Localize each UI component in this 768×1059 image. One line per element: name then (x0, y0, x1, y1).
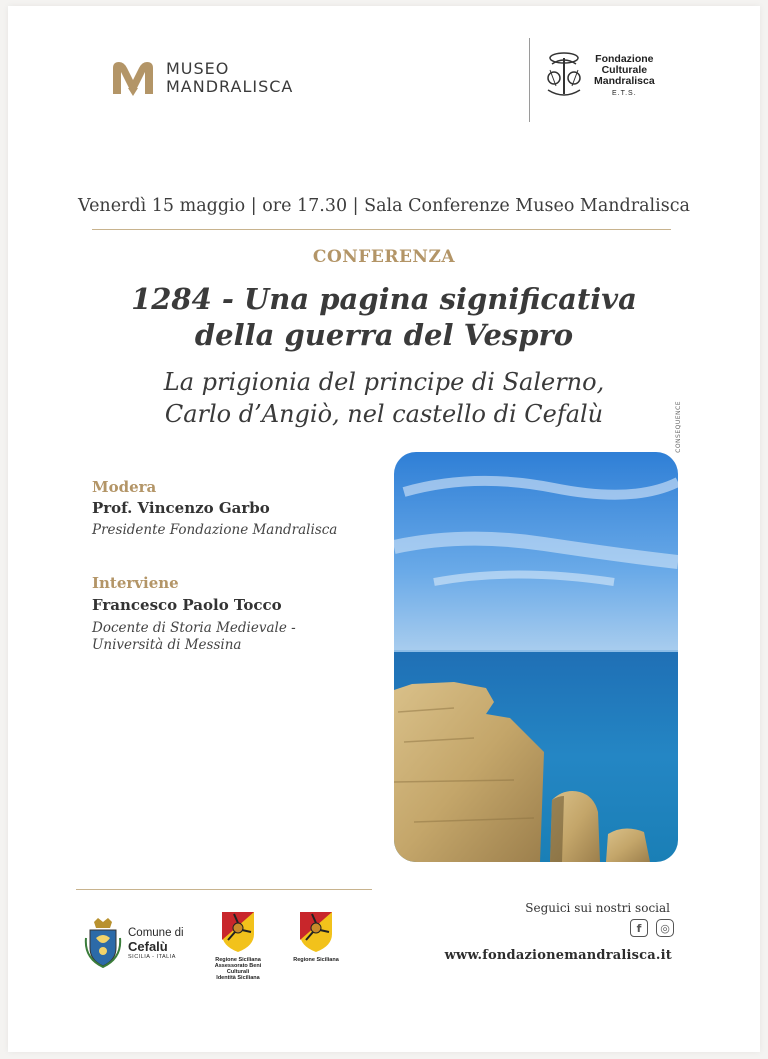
museo-mandralisca-logo (110, 58, 293, 98)
event-title-line1: 1284 - Una pagina significativa (131, 282, 637, 316)
region1-line2: Assessorato Beni Culturali (214, 963, 262, 975)
event-dateline: Venerdì 15 maggio | ore 17.30 | Sala Conferenze Museo Mandralisca (78, 196, 690, 216)
region1-line1: Regione Siciliana (215, 957, 261, 963)
speaker-name: Francesco Paolo Tocco (92, 596, 282, 614)
poster (8, 6, 760, 1052)
gold-divider (92, 229, 671, 230)
speaker-description (92, 620, 382, 654)
speaker-description-line1: Docente di Storia Medievale - (92, 620, 296, 636)
castle-sea-illustration (394, 452, 678, 862)
museo-m-logo-icon (110, 58, 156, 98)
fondazione-logo (542, 50, 655, 102)
instagram-icon[interactable]: ◎ (656, 919, 674, 937)
comune-line1: Comune di (128, 926, 184, 939)
museo-name-line1: MUSEO (166, 59, 230, 78)
trinacria-icon (296, 910, 336, 954)
castle-sea-photo (394, 452, 678, 862)
regione-siciliana-logo (284, 910, 348, 963)
comune-cefalu-logo (84, 918, 184, 968)
cefalu-coat-of-arms-icon (84, 918, 122, 968)
comune-line3: SICILIA - ITALIA (128, 953, 176, 960)
region2-line1: Regione Siciliana (293, 957, 339, 963)
comune-line2: Cefalù (128, 938, 168, 954)
footer-divider (76, 889, 372, 890)
moderator-role: Modera (92, 478, 157, 496)
fondazione-line3: Mandralisca (594, 74, 655, 87)
regione-beni-culturali-logo (204, 910, 272, 981)
social-icons (630, 919, 674, 937)
speaker-role: Interviene (92, 574, 179, 592)
comune-cefalu-text (128, 927, 184, 960)
museo-name-line2: MANDRALISCA (166, 77, 294, 96)
fondazione-crest-icon (542, 50, 586, 102)
moderator-description: Presidente Fondazione Mandralisca (92, 522, 338, 538)
event-title-line2: della guerra del Vespro (194, 318, 574, 352)
social-label: Seguici sui nostri social (525, 901, 670, 915)
fondazione-line1: Fondazione (595, 52, 654, 65)
event-subtitle-line2: Carlo d’Angiò, nel castello di Cefalù (164, 400, 604, 428)
moderator-name: Prof. Vincenzo Garbo (92, 499, 270, 517)
speaker-description-line2: Università di Messina (92, 637, 242, 653)
region1-line3: Identità Siciliana (216, 975, 260, 981)
event-subtitle-line1: La prigionia del principe di Salerno, (163, 368, 605, 396)
fondazione-line4: E.T.S. (612, 89, 637, 97)
fondazione-name (594, 54, 655, 99)
website-link[interactable]: www.fondazionemandralisca.it (444, 948, 672, 963)
trinacria-icon (218, 910, 258, 954)
museo-name (166, 60, 293, 96)
event-title (8, 281, 760, 353)
facebook-icon[interactable]: f (630, 919, 648, 937)
event-subtitle (8, 366, 760, 430)
event-type-label: CONFERENZA (312, 247, 456, 267)
fondazione-line2: Culturale (601, 63, 648, 76)
photo-credit: CONSEQUENCE (675, 401, 682, 453)
header-divider (529, 38, 530, 122)
